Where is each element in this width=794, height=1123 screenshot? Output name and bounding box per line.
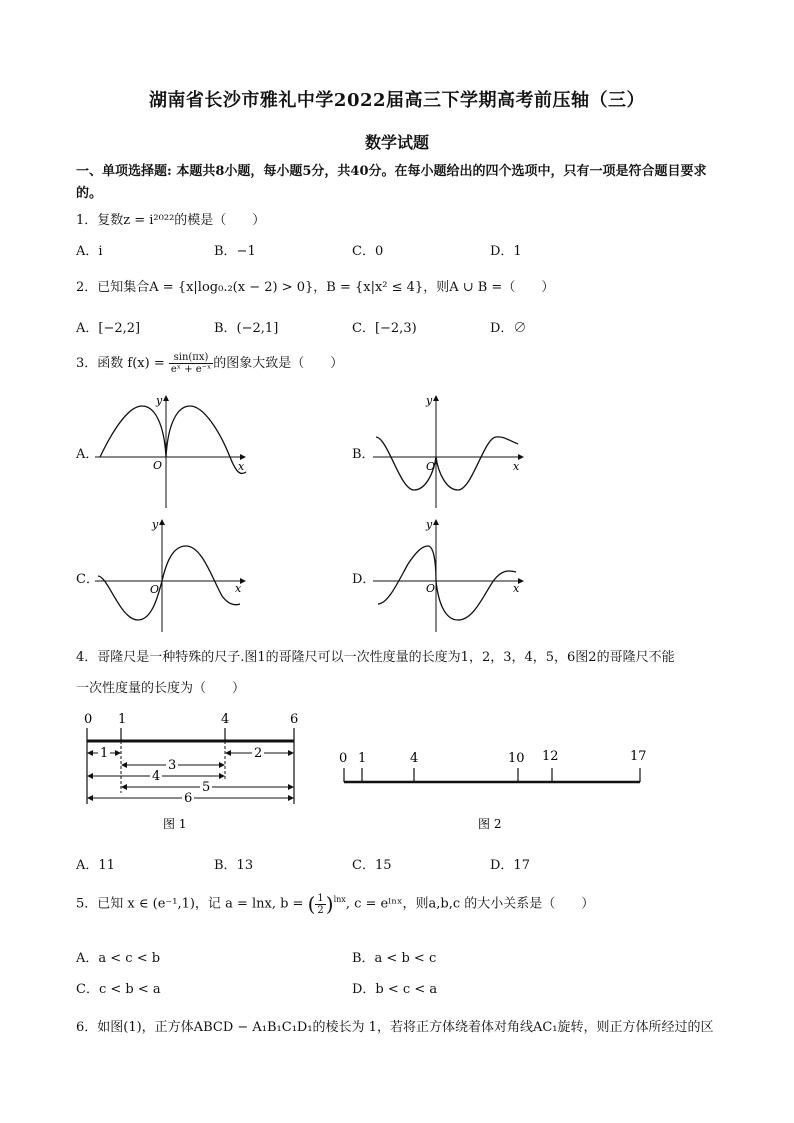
- length-label: 2: [254, 746, 263, 761]
- question-4-stem-line2: 一次性度量的长度为（ ）: [76, 681, 246, 696]
- mark-label: 12: [542, 749, 559, 764]
- mark-label: 10: [508, 751, 525, 766]
- graph-option-a: [90, 392, 255, 510]
- question-5-option-c: C．c < b < a: [76, 982, 161, 997]
- question-3-fraction: [169, 352, 213, 375]
- page-subtitle: 数学试题: [364, 133, 429, 152]
- length-label: 5: [202, 780, 211, 795]
- question-3-option-a-label: A．: [76, 447, 99, 462]
- question-5-option-a: A．a < c < b: [76, 951, 161, 966]
- golomb-ruler-figure-1: [78, 708, 318, 838]
- question-2-option-d: D．∅: [490, 321, 527, 336]
- origin-label: O: [426, 582, 436, 595]
- page-title: 湖南省长沙市雅礼中学2022届高三下学期高考前压轴（三）: [148, 90, 646, 111]
- graph-option-b: [368, 392, 533, 510]
- golomb-ruler-figure-2: [330, 740, 660, 838]
- fraction-denominator: 2: [317, 904, 324, 916]
- question-3-option-b-label: B．: [352, 447, 375, 462]
- figure-caption: 图 1: [163, 817, 187, 831]
- question-6-stem: 6．如图(1)，正方体ABCD − A₁B₁C₁D₁的棱长为 1，若将正方体绕着体对角线AC₁旋转，则正方体所经过的区: [76, 1020, 714, 1035]
- exponent: lnx: [333, 895, 346, 905]
- question-3-option-c-label: C．: [76, 572, 99, 587]
- curve: [378, 546, 516, 620]
- question-1-stem: 1．复数z = i²⁰²²的模是（ ）: [76, 213, 266, 228]
- section-heading: 一、单项选择题: 本题共8小题，每小题5分，共40分。在每小题给出的四个选项中，只有一项是符合题目要求的。: [76, 164, 707, 201]
- length-label: 6: [184, 791, 193, 806]
- graph-option-c: [90, 516, 255, 634]
- x-label: x: [513, 582, 520, 595]
- mark-label: 0: [84, 712, 93, 727]
- question-1-option-c: C．0: [352, 244, 384, 259]
- question-4-option-a: A．11: [76, 858, 115, 873]
- question-3-prefix: 3．函数 f(x) =: [76, 356, 169, 371]
- mark-label: 4: [221, 712, 230, 727]
- origin-label: O: [153, 459, 163, 472]
- question-5-fraction: [315, 893, 325, 916]
- question-1-option-d: D．1: [490, 244, 522, 259]
- question-5-prefix: 5．已知 x ∈ (e⁻¹,1)，记 a = lnx, b =: [76, 896, 308, 912]
- curve: [98, 546, 240, 620]
- question-5-stem: 5．已知 x ∈ (e⁻¹,1)，记 a = lnx, b = ( $\frac{1}{2}$ )$^{lnx}$, c = eˡⁿˣ，则a,b,c 的大小关系是（ ）: [76, 892, 595, 916]
- fraction-numerator: sin(πx): [169, 352, 213, 364]
- fraction-numerator: 1: [317, 892, 324, 904]
- graph-option-d: [368, 516, 533, 634]
- fraction-denominator: eˣ + e⁻ˣ: [170, 364, 212, 375]
- question-5-suffix: , c = eˡⁿˣ，则a,b,c 的大小关系是（ ）: [345, 896, 595, 912]
- figure-caption: 图 2: [478, 817, 502, 831]
- curve: [376, 437, 518, 490]
- y-label: y: [426, 394, 433, 407]
- mark-label: 1: [358, 751, 367, 766]
- question-4-stem-line1: 4．哥隆尺是一种特殊的尺子.图1的哥隆尺可以一次性度量的长度为1，2，3，4，5，6图2的哥隆尺不能: [76, 650, 675, 665]
- mark-label: 1: [118, 712, 127, 727]
- question-3-stem: [76, 352, 343, 375]
- question-4-option-b: B．13: [214, 858, 254, 873]
- question-1-option-b: B．−1: [214, 244, 256, 259]
- question-4-option-d: D．17: [490, 858, 530, 873]
- mark-label: 6: [290, 712, 299, 727]
- x-label: x: [513, 460, 520, 473]
- y-label: y: [152, 518, 159, 531]
- question-2-option-b: B．(−2,1]: [214, 321, 279, 336]
- y-label: y: [156, 394, 163, 407]
- origin-label: O: [150, 583, 160, 596]
- question-3-suffix: 的图象大致是（ ）: [213, 356, 344, 371]
- y-label: y: [426, 518, 433, 531]
- question-3-option-d-label: D．: [352, 572, 376, 587]
- length-label: 4: [152, 769, 161, 784]
- question-2-option-a: A．[−2,2]: [76, 321, 141, 336]
- question-4-option-c: C．15: [352, 858, 392, 873]
- question-2-option-c: C．[−2,3): [352, 321, 417, 336]
- question-5-option-b: B．a < b < c: [352, 951, 437, 966]
- question-2-stem: 2．已知集合A = {x|log₀.₂(x − 2) > 0}，B = {x|x² ≤ 4}，则A ∪ B =（ ）: [76, 280, 555, 295]
- question-1-option-a: A．i: [76, 244, 103, 259]
- x-label: x: [238, 460, 245, 473]
- length-label: 1: [100, 746, 109, 761]
- mark-label: 0: [339, 751, 348, 766]
- mark-label: 17: [630, 749, 647, 764]
- length-label: 3: [168, 758, 177, 773]
- mark-label: 4: [410, 751, 419, 766]
- curve: [100, 406, 246, 473]
- x-label: x: [235, 582, 242, 595]
- origin-label: O: [426, 460, 436, 473]
- question-5-option-d: D．b < c < a: [352, 982, 438, 997]
